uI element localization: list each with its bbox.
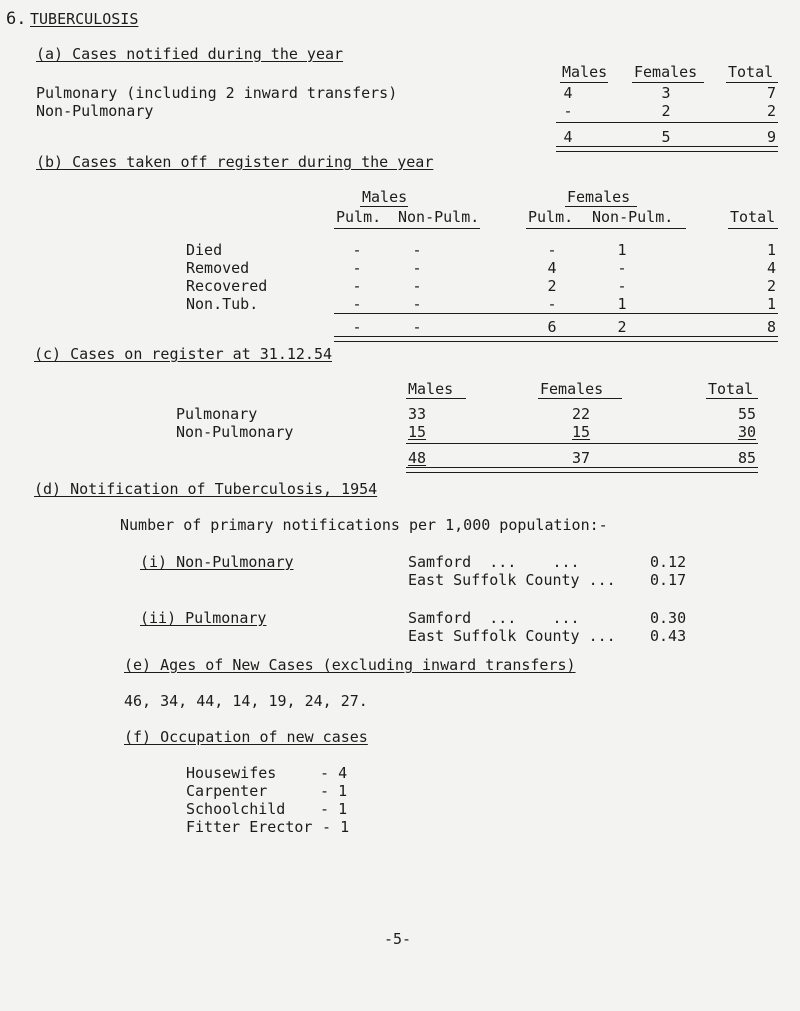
b-row-total: 1	[766, 241, 776, 259]
section-b-label: (b) Cases taken off register during the year	[36, 153, 434, 171]
b-row-m-non: -	[412, 277, 422, 295]
a-row-total: 7	[766, 84, 776, 102]
a-total-males: 4	[563, 128, 573, 146]
c-header-total: Total	[708, 380, 754, 398]
b-row-f-non: 1	[617, 295, 627, 313]
a-header-males: Males	[562, 63, 608, 81]
b-row-f-non: -	[617, 259, 627, 277]
b-row-f-non: -	[617, 277, 627, 295]
d-place: Samford ... ...	[408, 553, 580, 571]
a-header-females: Females	[634, 63, 698, 81]
b-row-f-pulm: 2	[547, 277, 557, 295]
section-a-label: (a) Cases notified during the year	[36, 45, 344, 63]
b-row-label: Non.Tub.	[186, 295, 259, 313]
b-row-label: Recovered	[186, 277, 268, 295]
d-value: 0.17	[650, 571, 687, 589]
b-row-m-pulm: -	[352, 241, 362, 259]
b-sub-m-nonpulm: Non-Pulm.	[398, 208, 480, 226]
a-row-females: 3	[661, 84, 671, 102]
a-row-females: 2	[661, 102, 671, 120]
b-total-f-pulm: 6	[547, 318, 557, 336]
b-group-males: Males	[362, 188, 408, 206]
b-sub-f-pulm: Pulm.	[528, 208, 574, 226]
section-f-label: (f) Occupation of new cases	[124, 728, 368, 746]
section-title: TUBERCULOSIS	[30, 10, 139, 28]
b-row-total: 4	[766, 259, 776, 277]
c-row-males: 33	[408, 405, 427, 423]
a-row-males: -	[563, 102, 573, 120]
c-total-males: 48	[408, 449, 427, 467]
b-total-f-non: 2	[617, 318, 627, 336]
d-value: 0.12	[650, 553, 687, 571]
b-sub-f-nonpulm: Non-Pulm.	[592, 208, 674, 226]
c-row-females: 15	[572, 423, 591, 441]
b-header-total: Total	[730, 208, 776, 226]
b-row-m-non: -	[412, 259, 422, 277]
section-c-label: (c) Cases on register at 31.12.54	[34, 345, 333, 363]
b-total-total: 8	[766, 318, 776, 336]
b-total-m-pulm: -	[352, 318, 362, 336]
c-row-label: Non-Pulmonary	[176, 423, 294, 441]
b-row-f-pulm: -	[547, 295, 557, 313]
d-value: 0.30	[650, 609, 687, 627]
b-sub-m-pulm: Pulm.	[336, 208, 382, 226]
c-row-label: Pulmonary	[176, 405, 258, 423]
a-row-label: Non-Pulmonary	[36, 102, 154, 120]
d-intro: Number of primary notifications per 1,000 population:-	[120, 516, 608, 534]
b-row-m-pulm: -	[352, 259, 362, 277]
section-number: 6.	[6, 9, 27, 29]
f-count: - 1	[322, 818, 350, 836]
f-count: - 4	[320, 764, 348, 782]
d-value: 0.43	[650, 627, 687, 645]
a-row-total: 2	[766, 102, 776, 120]
c-total-females: 37	[572, 449, 591, 467]
d-place: Samford ... ...	[408, 609, 580, 627]
f-occupation: Housewifes	[186, 764, 277, 782]
f-occupation: Carpenter	[186, 782, 268, 800]
c-row-males: 15	[408, 423, 427, 441]
a-total-females: 5	[661, 128, 671, 146]
c-row-total: 30	[737, 423, 756, 441]
c-row-total: 55	[737, 405, 756, 423]
f-occupation: Fitter Erector	[186, 818, 313, 836]
f-occupation: Schoolchild	[186, 800, 286, 818]
b-row-f-non: 1	[617, 241, 627, 259]
section-d-label: (d) Notification of Tuberculosis, 1954	[34, 480, 378, 498]
c-header-males: Males	[408, 380, 454, 398]
c-row-females: 22	[572, 405, 591, 423]
a-row-label: Pulmonary (including 2 inward transfers)	[36, 84, 398, 102]
a-total-total: 9	[766, 128, 776, 146]
e-ages: 46, 34, 44, 14, 19, 24, 27.	[124, 692, 368, 710]
b-row-total: 2	[766, 277, 776, 295]
b-row-m-non: -	[412, 241, 422, 259]
b-row-f-pulm: -	[547, 241, 557, 259]
b-row-m-pulm: -	[352, 295, 362, 313]
b-row-f-pulm: 4	[547, 259, 557, 277]
b-total-m-non: -	[412, 318, 422, 336]
b-row-label: Died	[186, 241, 223, 259]
b-group-females: Females	[567, 188, 631, 206]
b-row-label: Removed	[186, 259, 250, 277]
section-e-label: (e) Ages of New Cases (excluding inward transfers)	[124, 656, 576, 674]
d-place: East Suffolk County ...	[408, 571, 616, 589]
d-group-label: (ii) Pulmonary	[140, 609, 267, 627]
b-row-total: 1	[766, 295, 776, 313]
a-header-total: Total	[728, 63, 774, 81]
f-count: - 1	[320, 800, 348, 818]
d-place: East Suffolk County ...	[408, 627, 616, 645]
c-header-females: Females	[540, 380, 604, 398]
f-count: - 1	[320, 782, 348, 800]
d-group-label: (i) Non-Pulmonary	[140, 553, 294, 571]
b-row-m-non: -	[412, 295, 422, 313]
b-row-m-pulm: -	[352, 277, 362, 295]
c-total-total: 85	[737, 449, 756, 467]
page-number: -5-	[384, 930, 412, 948]
a-row-males: 4	[563, 84, 573, 102]
